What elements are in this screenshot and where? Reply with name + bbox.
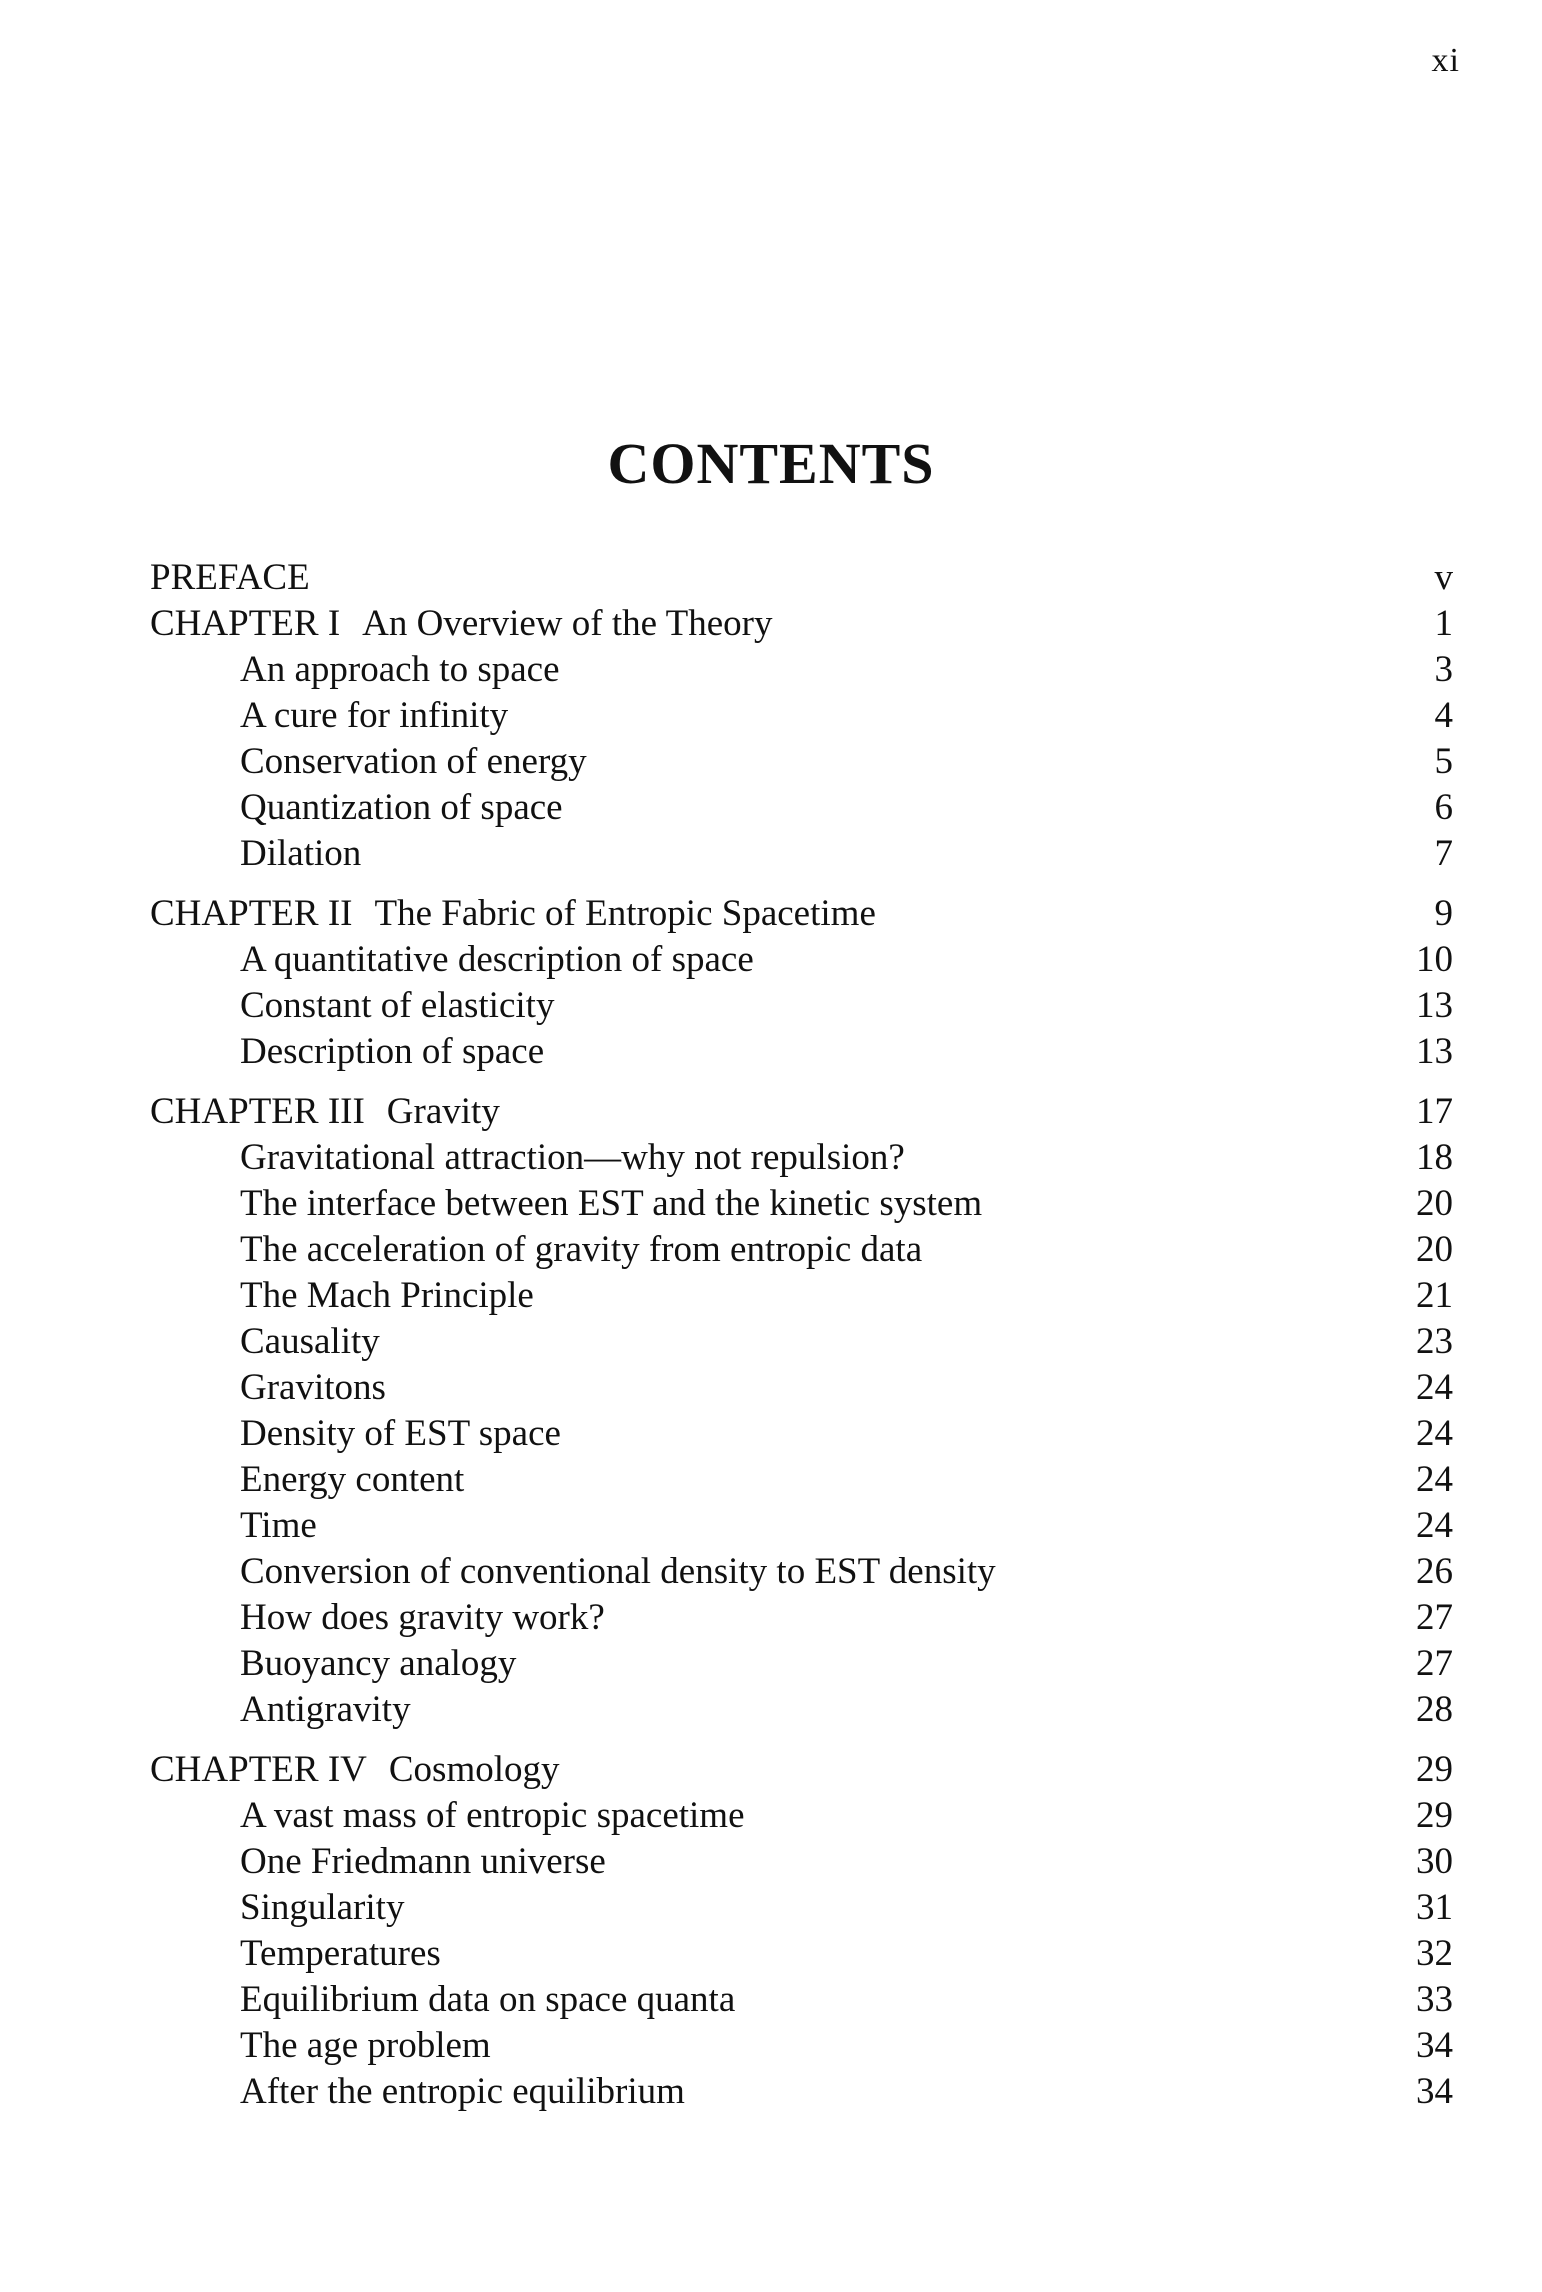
section-title: Quantization of space: [240, 787, 563, 828]
section-entry: [150, 1885, 1453, 1931]
section-title: Conservation of energy: [240, 741, 587, 782]
section-entry: [150, 1839, 1453, 1885]
chapter-title: Gravity: [386, 1091, 500, 1132]
section-page: 34: [1416, 2025, 1453, 2066]
section-title: Temperatures: [240, 1933, 441, 1974]
section-entry: [150, 785, 1453, 831]
section-page: 28: [1416, 1689, 1453, 1730]
section-page: 24: [1416, 1459, 1453, 1500]
section-entry: [150, 1457, 1453, 1503]
chapter-block: [150, 1747, 1453, 2115]
section-entry: [150, 1595, 1453, 1641]
chapter-page: 9: [1434, 893, 1453, 934]
chapter-number: CHAPTER IV: [150, 1749, 367, 1790]
section-title: Constant of elasticity: [240, 985, 555, 1026]
chapter-block: [150, 891, 1453, 1075]
section-page: 18: [1416, 1137, 1453, 1178]
section-title: Energy content: [240, 1459, 465, 1500]
section-entry: [150, 1365, 1453, 1411]
section-entry: [150, 1029, 1453, 1075]
section-entry: [150, 1549, 1453, 1595]
chapter-block: [150, 1089, 1453, 1733]
section-entry: [150, 1977, 1453, 2023]
section-page: 30: [1416, 1841, 1453, 1882]
chapter-title: An Overview of the Theory: [362, 603, 773, 644]
chapters-list: [150, 601, 1453, 2115]
chapter-heading: [150, 601, 1453, 647]
section-entry: [150, 2069, 1453, 2115]
chapter-page: 17: [1416, 1091, 1453, 1132]
section-title: Equilibrium data on space quanta: [240, 1979, 736, 2020]
section-title: An approach to space: [240, 649, 560, 690]
preface-label: PREFACE: [150, 557, 310, 598]
section-title: Density of EST space: [240, 1413, 561, 1454]
chapter-heading: [150, 1747, 1453, 1793]
section-page: 33: [1416, 1979, 1453, 2020]
section-title: The interface between EST and the kinetic system: [240, 1183, 983, 1224]
section-title: Gravitational attraction—why not repulsion?: [240, 1137, 905, 1178]
chapter-block: [150, 601, 1453, 877]
section-title: One Friedmann universe: [240, 1841, 606, 1882]
section-entry: [150, 1319, 1453, 1365]
chapter-number: CHAPTER II: [150, 893, 353, 934]
section-page: 24: [1416, 1367, 1453, 1408]
section-page: 7: [1434, 833, 1453, 874]
section-title: Dilation: [240, 833, 362, 874]
chapter-number: CHAPTER III: [150, 1091, 365, 1132]
section-page: 23: [1416, 1321, 1453, 1362]
section-title: After the entropic equilibrium: [240, 2071, 685, 2112]
chapter-title: Cosmology: [388, 1749, 560, 1790]
chapter-heading-text: [150, 1747, 560, 1793]
section-page: 32: [1416, 1933, 1453, 1974]
chapter-heading-text: [150, 1089, 500, 1135]
section-page: 27: [1416, 1643, 1453, 1684]
section-page: 29: [1416, 1795, 1453, 1836]
section-entry: [150, 1411, 1453, 1457]
section-entry: [150, 1135, 1453, 1181]
section-entry: [150, 739, 1453, 785]
section-title: The acceleration of gravity from entropic data: [240, 1229, 923, 1270]
section-entry: [150, 2023, 1453, 2069]
section-page: 24: [1416, 1505, 1453, 1546]
section-title: Description of space: [240, 1031, 545, 1072]
section-entry: [150, 1227, 1453, 1273]
section-page: 24: [1416, 1413, 1453, 1454]
section-title: Conversion of conventional density to EST density: [240, 1551, 996, 1592]
preface-row: [150, 555, 1453, 601]
section-title: Gravitons: [240, 1367, 386, 1408]
chapter-title: The Fabric of Entropic Spacetime: [374, 893, 876, 934]
section-page: 13: [1416, 1031, 1453, 1072]
section-title: A cure for infinity: [240, 695, 509, 736]
section-entry: [150, 1641, 1453, 1687]
section-entry: [150, 1273, 1453, 1319]
section-page: 34: [1416, 2071, 1453, 2112]
section-title: The age problem: [240, 2025, 491, 2066]
section-entry: [150, 831, 1453, 877]
section-page: 26: [1416, 1551, 1453, 1592]
section-entry: [150, 937, 1453, 983]
chapter-page: 29: [1416, 1749, 1453, 1790]
section-page: 13: [1416, 985, 1453, 1026]
section-entry: [150, 1503, 1453, 1549]
table-of-contents: [150, 555, 1453, 2129]
section-entry: [150, 1793, 1453, 1839]
section-page: 10: [1416, 939, 1453, 980]
section-entry: [150, 1931, 1453, 1977]
section-entry: [150, 693, 1453, 739]
section-title: A vast mass of entropic spacetime: [240, 1795, 745, 1836]
chapter-heading-text: [150, 891, 876, 937]
section-entry: [150, 1181, 1453, 1227]
section-page: 21: [1416, 1275, 1453, 1316]
section-page: 3: [1434, 649, 1453, 690]
section-entry: [150, 983, 1453, 1029]
section-page: 6: [1434, 787, 1453, 828]
section-title: Antigravity: [240, 1689, 411, 1730]
section-title: A quantitative description of space: [240, 939, 754, 980]
section-page: 20: [1416, 1183, 1453, 1224]
section-title: Time: [240, 1505, 317, 1546]
section-title: The Mach Principle: [240, 1275, 534, 1316]
chapter-heading: [150, 891, 1453, 937]
chapter-heading-text: [150, 601, 772, 647]
section-title: Causality: [240, 1321, 380, 1362]
section-entry: [150, 1687, 1453, 1733]
section-title: How does gravity work?: [240, 1597, 605, 1638]
chapter-page: 1: [1434, 603, 1453, 644]
section-page: 27: [1416, 1597, 1453, 1638]
section-entry: [150, 647, 1453, 693]
preface-page: v: [1434, 557, 1453, 598]
section-title: Buoyancy analogy: [240, 1643, 517, 1684]
section-title: Singularity: [240, 1887, 405, 1928]
section-page: 5: [1434, 741, 1453, 782]
chapter-heading: [150, 1089, 1453, 1135]
section-page: 31: [1416, 1887, 1453, 1928]
chapter-number: CHAPTER I: [150, 603, 341, 644]
section-page: 20: [1416, 1229, 1453, 1270]
page-title: CONTENTS: [607, 431, 935, 496]
section-page: 4: [1434, 695, 1453, 736]
page-number: xi: [1431, 42, 1460, 79]
